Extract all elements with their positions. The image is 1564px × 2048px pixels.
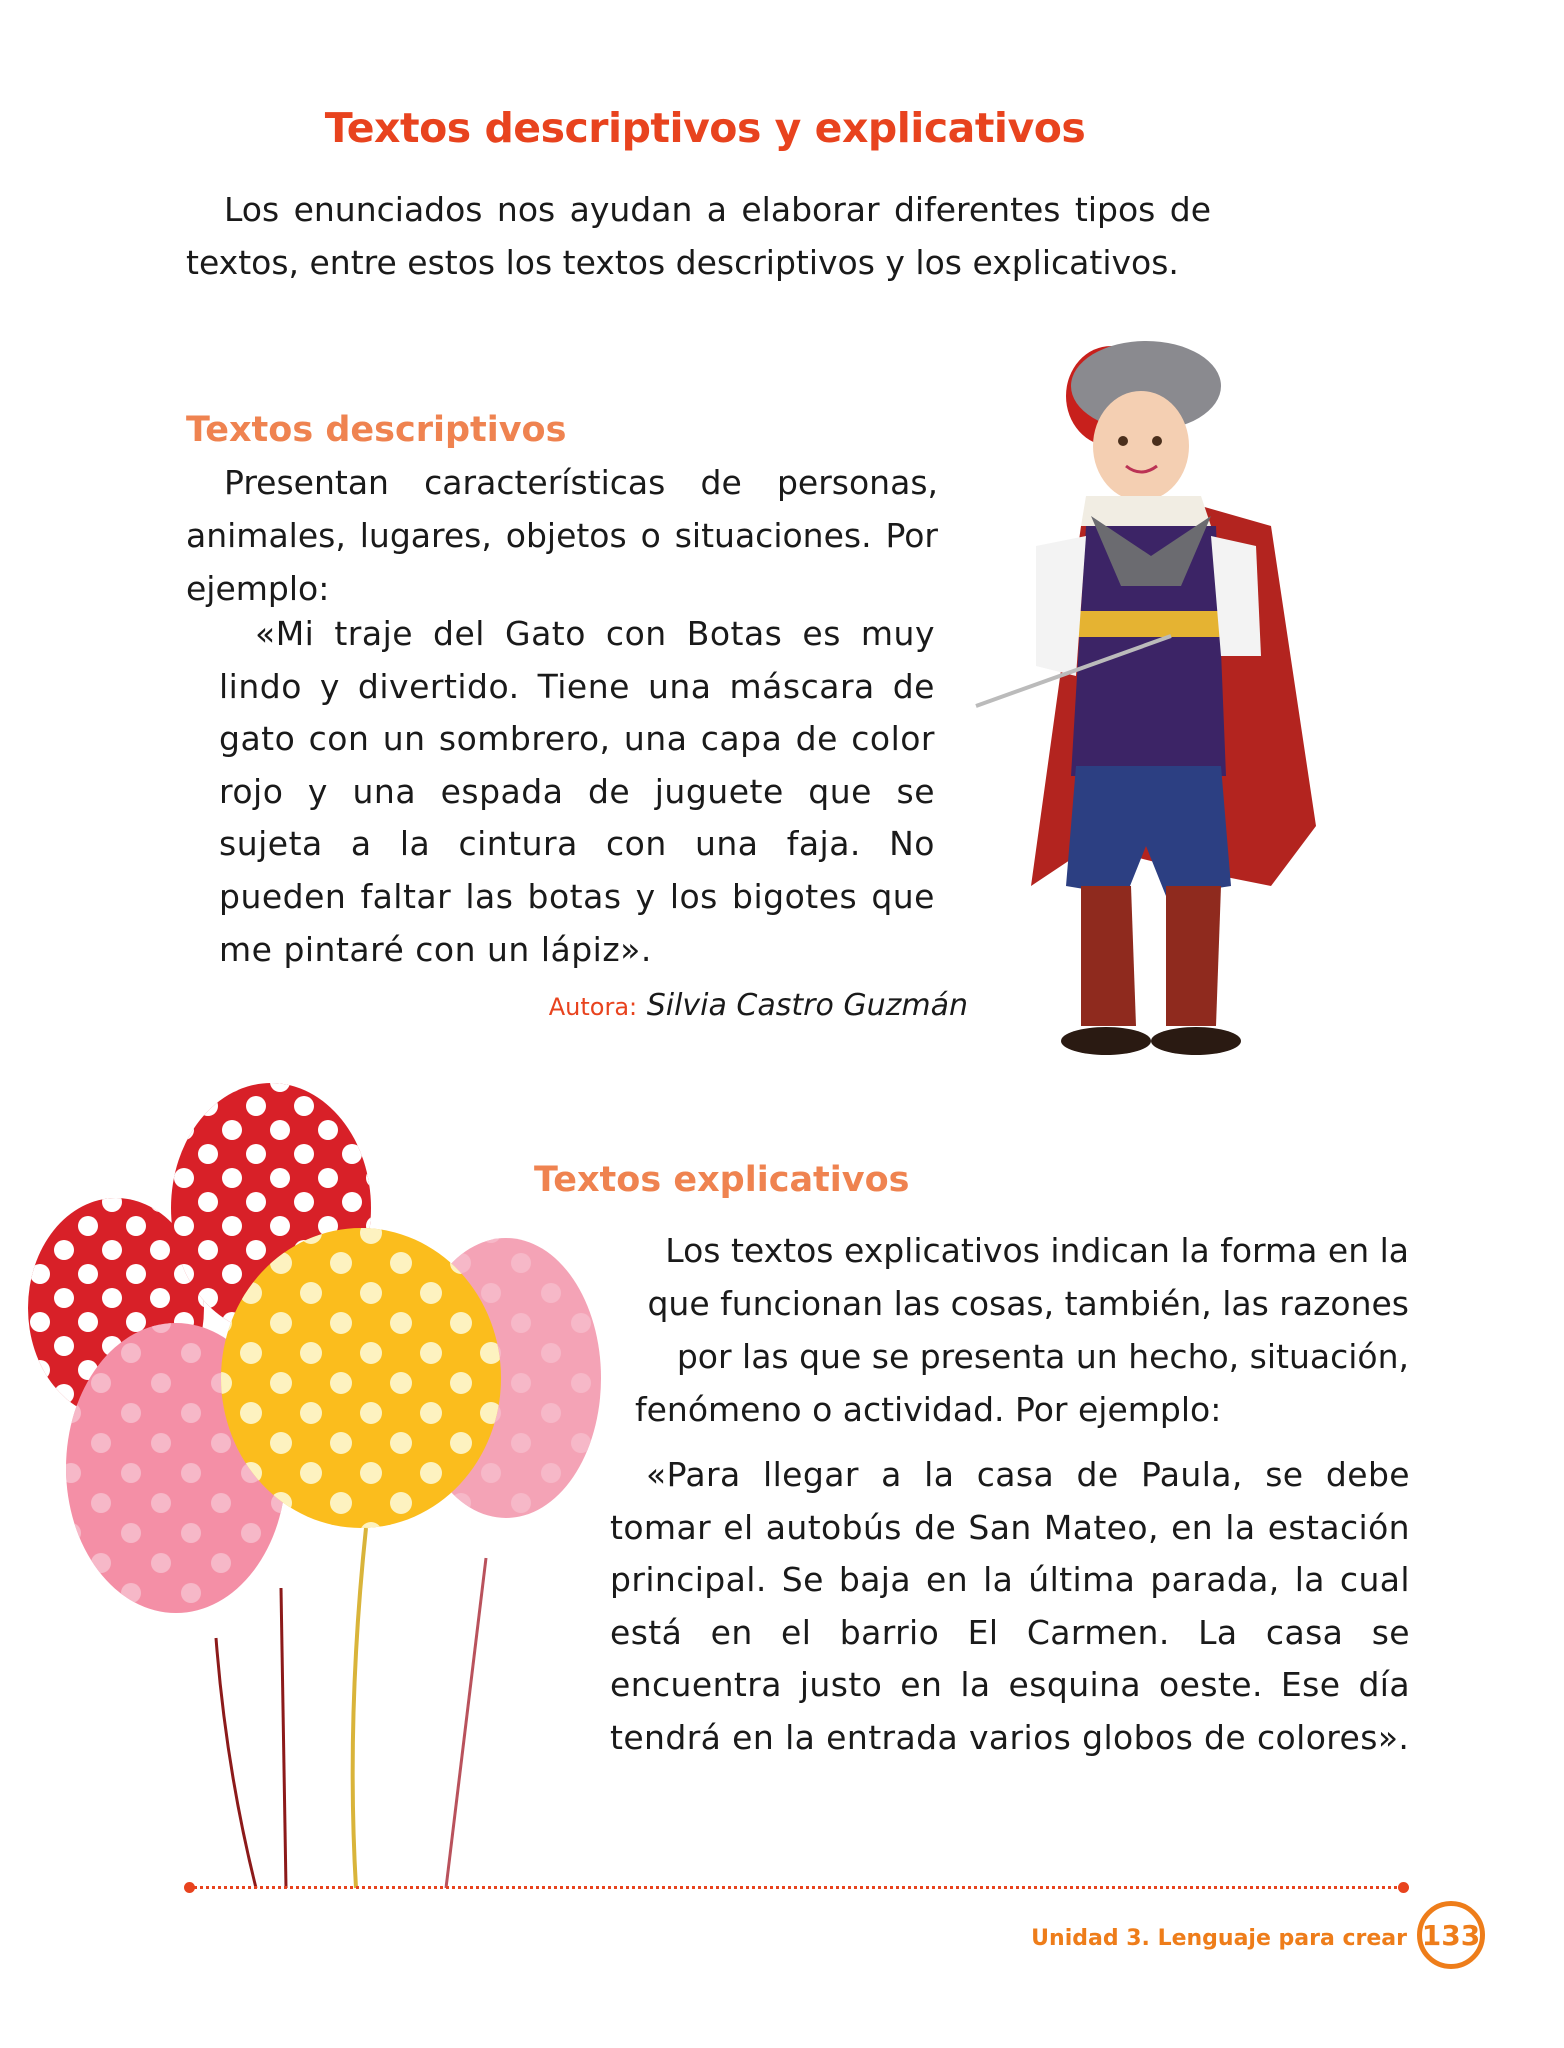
descriptive-heading: Textos descriptivos (186, 410, 567, 450)
explanatory-body-line: Los textos explicativos indican la forma en la (665, 1231, 1409, 1270)
explanatory-example-quote: «Para llegar a la casa de Paula, se debe tomar el autobús de San Mateo, en la estación principal. Se baja en la última parada, la cual está en el barrio El Carmen. La casa se encuentra justo en la esquina oeste. Ese día tendrá en la entrada varios globos de colores». (610, 1455, 1410, 1757)
author-name: Silvia Castro Guzmán (646, 988, 968, 1023)
intro-text: Los enunciados nos ayudan a elaborar diferentes tipos de textos, entre estos los textos descriptivos y los explicativos. (186, 190, 1211, 282)
footer-divider (189, 1886, 1403, 1889)
page-number: 133 (1417, 1901, 1485, 1969)
explanatory-body-line: por las que se presenta un hecho, situación, (676, 1337, 1409, 1376)
page-title: Textos descriptivos y explicativos (324, 104, 1086, 152)
explanatory-body-line: fenómeno o actividad. Por ejemplo: (635, 1390, 1222, 1429)
author-label: Autora: (548, 993, 638, 1021)
descriptive-body: Presentan características de personas, animales, lugares, objetos o situaciones. Por ejemplo: (186, 463, 938, 608)
divider-dot (184, 1882, 195, 1893)
explanatory-body (597, 1224, 1409, 1436)
puss-in-boots-costume-photo (971, 326, 1381, 1066)
explanatory-heading: Textos explicativos (534, 1160, 910, 1200)
unit-label: Unidad 3. Lenguaje para crear (1031, 1926, 1407, 1951)
intro-paragraph (186, 183, 1211, 289)
divider-dot (1398, 1882, 1409, 1893)
explanatory-body-line: que funcionan las cosas, también, las razones (647, 1284, 1409, 1323)
descriptive-section (186, 410, 938, 615)
descriptive-example-quote: «Mi traje del Gato con Botas es muy lindo y divertido. Tiene una máscara de gato con un sombrero, una capa de color rojo y una espada de juguete que se sujeta a la cintura con una faja. No pueden faltar las botas y los bigotes que me pintaré con un lápiz». (219, 614, 935, 969)
author-credit (549, 988, 968, 1023)
